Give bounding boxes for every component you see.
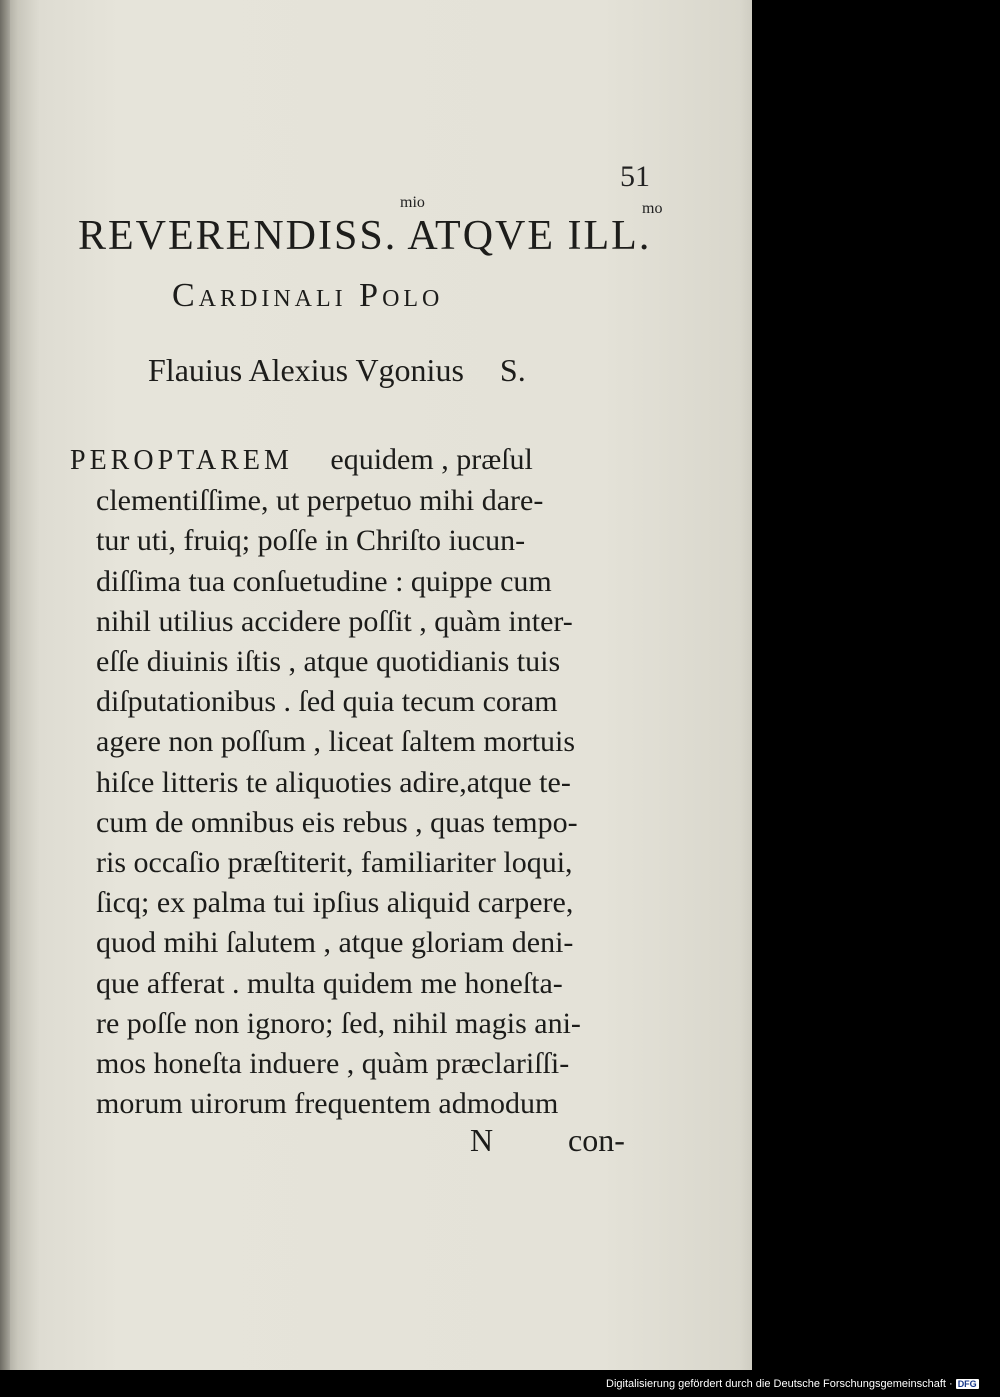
superscript-abbrev-left: mio	[400, 194, 425, 211]
body-line: clementiſſime, ut perpetuo mihi dare-	[96, 484, 544, 518]
body-line: quod mihi ſalutem , atque gloriam deni-	[96, 926, 574, 960]
author-line	[148, 352, 526, 389]
incipit-word: PEROPTAREM	[70, 445, 293, 476]
salutation: S.	[499, 352, 526, 388]
body-line: morum uirorum frequentem admodum	[96, 1087, 559, 1121]
body-line: que afferat . multa quidem me honeſta-	[96, 966, 563, 1000]
body-line: tur uti, fruiq; poſſe in Chriſto iucun-	[96, 524, 526, 558]
digitization-credit	[606, 1378, 979, 1390]
catchword: con-	[568, 1122, 625, 1158]
letter-body	[70, 440, 656, 1124]
body-line: ris occaſio præſtiterit, familiariter loqui,	[96, 846, 573, 880]
body-line: cum de omnibus eis rebus , quas tempo-	[96, 805, 578, 839]
body-line: mos honeſta induere , quàm præclariſſi-	[96, 1047, 570, 1081]
body-line: re poſſe non ignoro; ſed, nihil magis ani-	[96, 1006, 581, 1040]
page-number: 51	[620, 160, 650, 193]
body-line: eſſe diuinis iſtis , atque quotidianis tuis	[96, 645, 561, 679]
page-subheading: Cardinali Polo	[172, 277, 444, 314]
credit-text: Digitalisierung gefördert durch die Deutsche Forschungsgemeinschaft ·	[606, 1378, 953, 1390]
body-line-text: equidem , præſul	[330, 443, 533, 476]
scan-background	[752, 0, 1000, 1370]
body-line: hiſce litteris te aliquoties adire,atque te-	[96, 765, 571, 799]
signature-and-catchword	[470, 1122, 670, 1159]
body-line: diſputationibus . ſed quia tecum coram	[96, 685, 558, 719]
superscript-abbrev-right: mo	[642, 200, 663, 217]
body-line: agere non poſſum , liceat ſaltem mortuis	[96, 725, 576, 759]
dfg-logo: DFG	[957, 1379, 977, 1389]
body-line: nihil utilius accidere poſſit , quàm inter-	[96, 604, 573, 638]
body-line	[70, 440, 656, 481]
body-line: ſicq; ex palma tui ipſius aliquid carpere,	[96, 886, 574, 920]
author-name: Flauius Alexius Vgonius	[148, 352, 464, 388]
book-spine-shadow	[0, 0, 10, 1370]
body-line: diſſima tua conſuetudine : quippe cum	[96, 564, 552, 598]
page-heading: REVERENDISS. ATQVE ILL.	[78, 213, 652, 259]
signature-mark: N	[470, 1122, 494, 1158]
